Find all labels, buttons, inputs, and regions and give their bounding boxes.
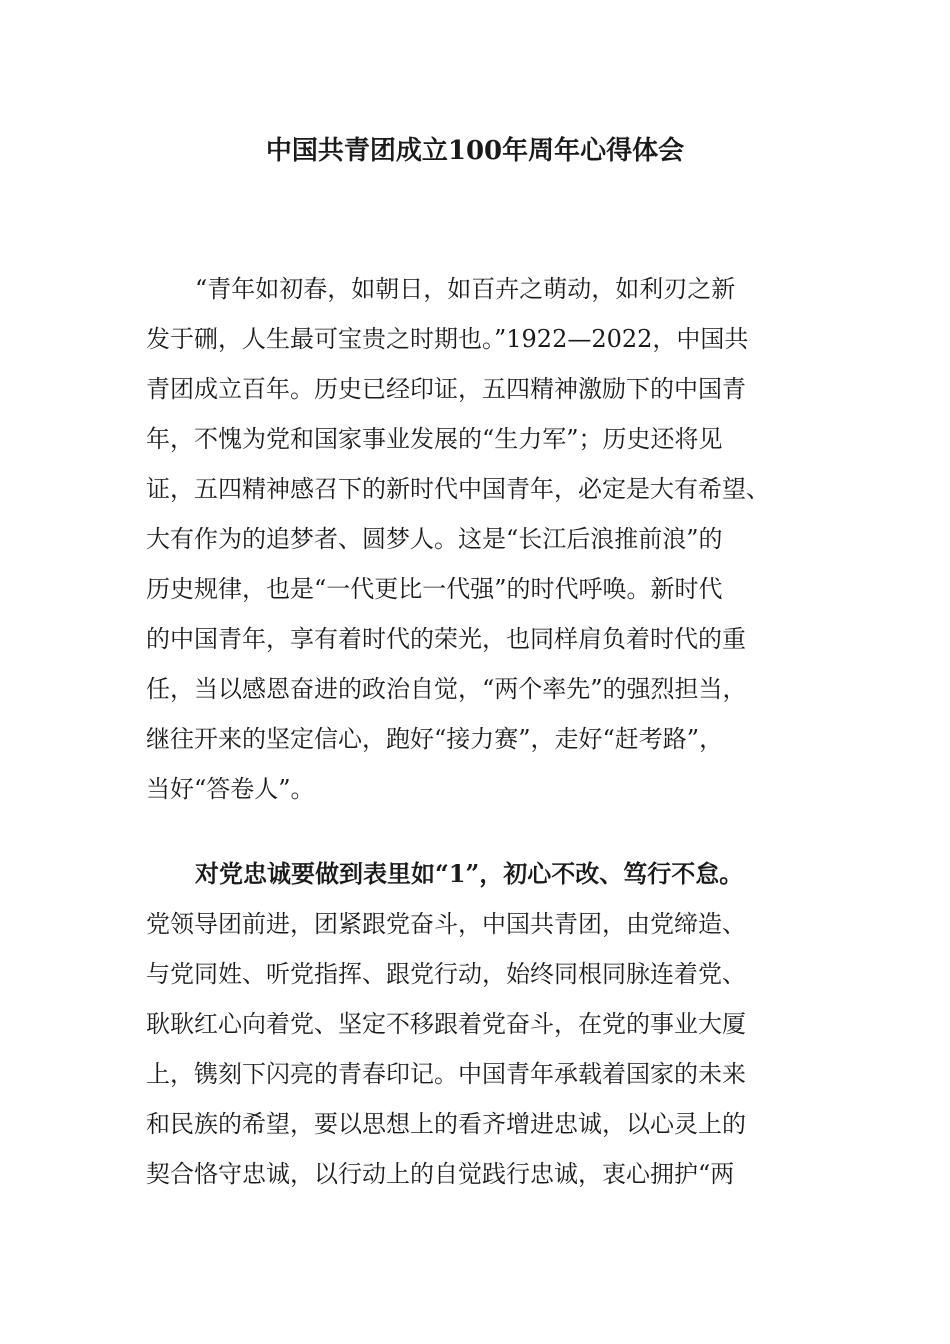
paragraph-line: 和民族的希望，要以思想上的看齐增进忠诚，以心灵上的 bbox=[146, 1110, 746, 1138]
paragraph-line: “青年如初春，如朝日，如百卉之萌动，如利刃之新 bbox=[195, 275, 736, 303]
paragraph-line: 青团成立百年。历史已经印证，五四精神激励下的中国青 bbox=[146, 375, 746, 403]
paragraph-line: 契合恪守忠诚，以行动上的自觉践行忠诚，衷心拥护“两 bbox=[146, 1160, 735, 1188]
paragraph-line: 党领导团前进，团紧跟党奋斗，中国共青团，由党缔造、 bbox=[146, 910, 746, 938]
paragraph-line: 历史规律，也是“一代更比一代强”的时代呼唤。新时代 bbox=[146, 575, 723, 603]
paragraph-line: 任，当以感恩奋进的政治自觉，“两个率先”的强烈担当， bbox=[146, 675, 747, 703]
paragraph-line: 当好“答卷人”。 bbox=[146, 775, 315, 803]
paragraph-line: 大有作为的追梦者、圆梦人。这是“长江后浪推前浪”的 bbox=[146, 525, 723, 553]
section-heading: 对党忠诚要做到表里如“1”，初心不改、笃行不怠。 bbox=[195, 859, 744, 888]
paragraph-line: 继往开来的坚定信心，跑好“接力赛”，走好“赶考路”， bbox=[146, 725, 724, 753]
paragraph-line: 上，镌刻下闪亮的青春印记。中国青年承载着国家的未来 bbox=[146, 1060, 746, 1088]
paragraph-2 bbox=[146, 849, 806, 1199]
document-title: 中国共青团成立100年周年心得体会 bbox=[265, 136, 685, 166]
paragraph-line: 的中国青年，享有着时代的荣光，也同样肩负着时代的重 bbox=[146, 625, 746, 653]
paragraph-1 bbox=[146, 264, 806, 814]
paragraph-line: 证，五四精神感召下的新时代中国青年，必定是大有希望、 bbox=[146, 475, 770, 503]
paragraph-line: 发于硎，人生最可宝贵之时期也。”1922—2022，中国共 bbox=[146, 325, 749, 353]
paragraph-line: 耿耿红心向着党、坚定不移跟着党奋斗，在党的事业大厦 bbox=[146, 1010, 746, 1038]
paragraph-line: 年，不愧为党和国家事业发展的“生力军”；历史还将见 bbox=[146, 425, 723, 453]
paragraph-line: 与党同姓、听党指挥、跟党行动，始终同根同脉连着党、 bbox=[146, 960, 746, 988]
